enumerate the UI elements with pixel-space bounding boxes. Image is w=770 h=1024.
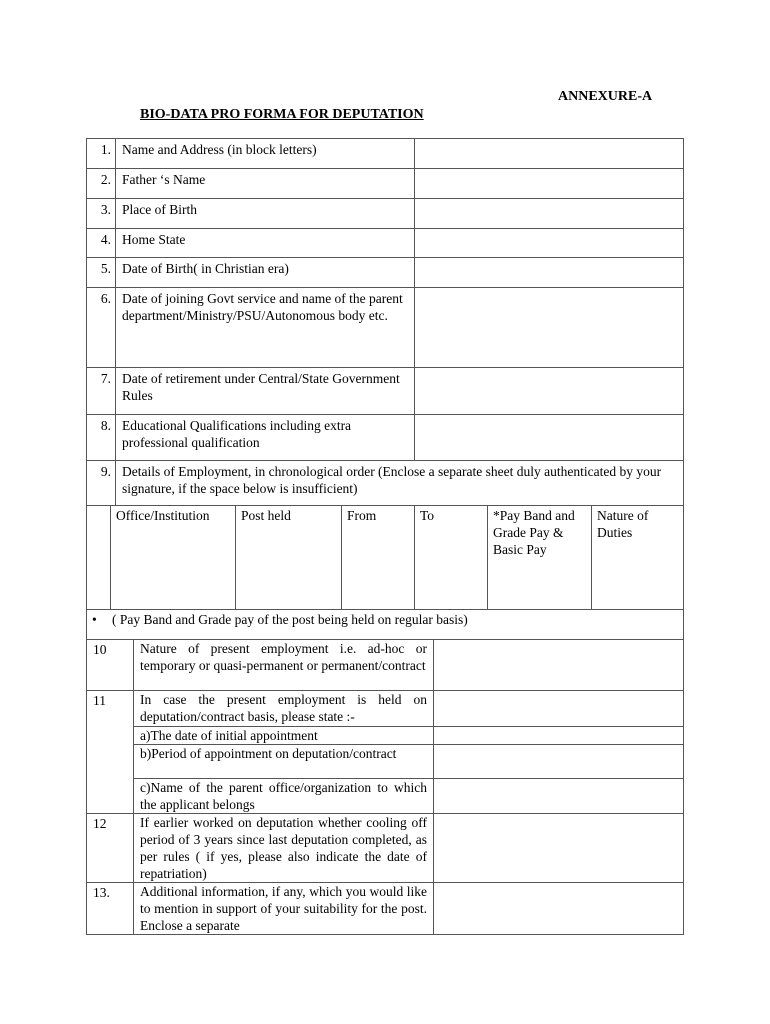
row-number: 5. [87, 258, 116, 288]
additional-info-field[interactable] [434, 883, 684, 935]
row-label: Place of Birth [116, 199, 415, 229]
row-label: Nature of present employment i.e. ad-hoc or temporary or quasi-permanent or permanent/contract [134, 640, 434, 691]
row-label: Name and Address (in block letters) [116, 139, 415, 169]
row-number: 9. [87, 461, 116, 506]
annexure-label: ANNEXURE-A [558, 89, 653, 104]
row-number: 8. [87, 415, 116, 461]
date-of-birth-field[interactable] [415, 258, 684, 288]
row-number: 13. [87, 883, 134, 935]
row-label: Date of Birth( in Christian era) [116, 258, 415, 288]
parent-office-field[interactable] [434, 779, 684, 814]
row-number: 10 [87, 640, 134, 691]
father-name-field[interactable] [415, 169, 684, 199]
home-state-field[interactable] [415, 229, 684, 258]
row-label: a)The date of initial appointment [134, 727, 434, 745]
header-nature-of-duties: Nature of Duties [592, 506, 684, 610]
bullet-icon: • [92, 612, 97, 627]
employment-details-table [86, 505, 684, 640]
retirement-date-field[interactable] [415, 368, 684, 415]
header-from: From [342, 506, 415, 610]
footnote-text: ( Pay Band and Grade pay of the post being held on regular basis) [112, 612, 468, 627]
employment-blank-cell [87, 506, 111, 610]
row-label: Details of Employment, in chronological order (Enclose a separate sheet duly authenticated by your signature, if the space below is insufficient) [116, 461, 684, 506]
bio-data-table [86, 138, 684, 506]
row-label: Educational Qualifications including extra professional qualification [116, 415, 415, 461]
row-number: 7. [87, 368, 116, 415]
row-label: If earlier worked on deputation whether cooling off period of 3 years since last deputation completed, as per rules ( if yes, please also indicate the date of repatriation) [134, 814, 434, 883]
qualifications-field[interactable] [415, 415, 684, 461]
header-post-held: Post held [236, 506, 342, 610]
pay-band-footnote [87, 610, 684, 640]
header-to: To [415, 506, 488, 610]
appointment-period-field[interactable] [434, 745, 684, 779]
row-label: In case the present employment is held on deputation/contract basis, please state :- [134, 691, 434, 727]
row-label: Additional information, if any, which you would like to mention in support of your suitability for the post. Enclose a separate [134, 883, 434, 935]
row-label: Date of joining Govt service and name of the parent department/Ministry/PSU/Autonomous body etc. [116, 288, 415, 368]
deputation-info-field[interactable] [434, 691, 684, 727]
joining-date-field[interactable] [415, 288, 684, 368]
row-number: 4. [87, 229, 116, 258]
initial-appointment-field[interactable] [434, 727, 684, 745]
row-label: Father ‘s Name [116, 169, 415, 199]
name-address-field[interactable] [415, 139, 684, 169]
row-number: 1. [87, 139, 116, 169]
row-number: 11 [87, 691, 134, 814]
row-number: 3. [87, 199, 116, 229]
additional-details-table [86, 639, 684, 935]
row-number: 12 [87, 814, 134, 883]
header-office-institution: Office/Institution [111, 506, 236, 610]
row-label: b)Period of appointment on deputation/contract [134, 745, 434, 779]
row-number: 6. [87, 288, 116, 368]
row-number: 2. [87, 169, 116, 199]
row-label: c)Name of the parent office/organization to which the applicant belongs [134, 779, 434, 814]
employment-nature-field[interactable] [434, 640, 684, 691]
row-label: Date of retirement under Central/State Government Rules [116, 368, 415, 415]
header-pay-band: *Pay Band and Grade Pay & Basic Pay [488, 506, 592, 610]
row-label: Home State [116, 229, 415, 258]
form-title: BIO-DATA PRO FORMA FOR DEPUTATION [140, 107, 424, 122]
place-of-birth-field[interactable] [415, 199, 684, 229]
cooling-off-field[interactable] [434, 814, 684, 883]
